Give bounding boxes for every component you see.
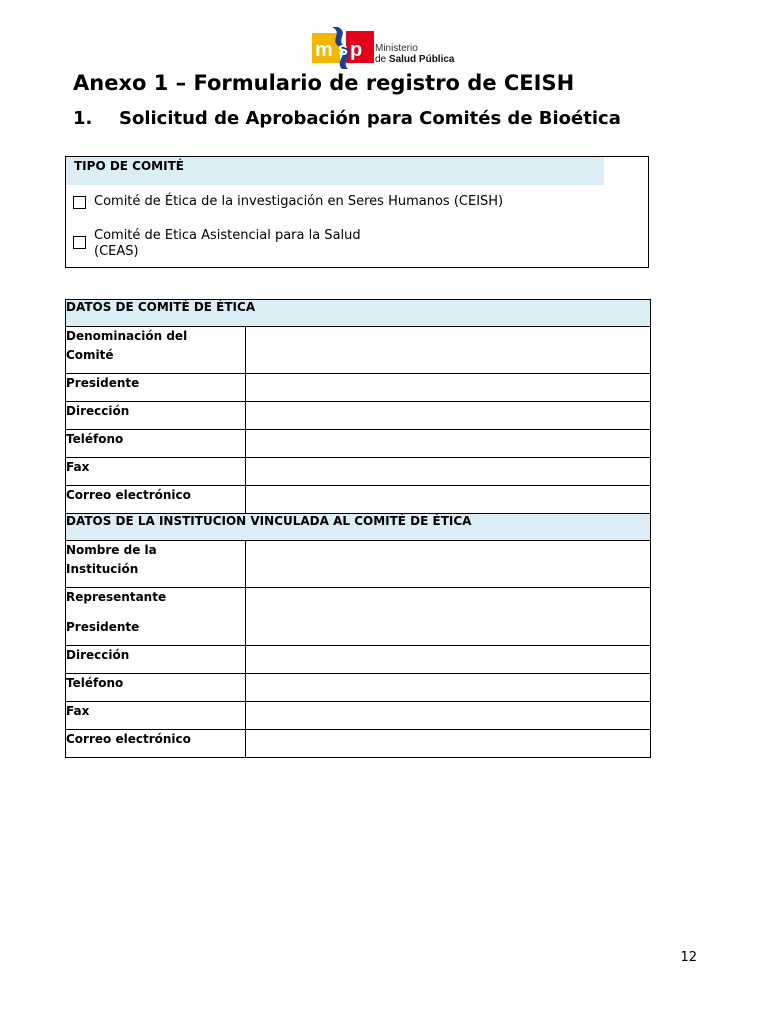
- table-row: [66, 674, 651, 702]
- field-label-direccion: Dirección: [66, 402, 246, 430]
- page-title: Anexo 1 – Formulario de registro de CEISH: [73, 71, 575, 95]
- committee-type-header: [66, 157, 604, 185]
- table-row: [66, 541, 651, 588]
- checkbox-ceish[interactable]: [73, 196, 86, 209]
- committee-data-header: DATOS DE COMITÉ DE ÉTICA: [66, 300, 651, 327]
- field-value-inst-telefono[interactable]: [246, 674, 651, 702]
- field-label-correo: Correo electrónico: [66, 486, 246, 514]
- field-label-presidente: Presidente: [66, 374, 246, 402]
- svg-text:m: m: [315, 39, 333, 61]
- section-title: Solicitud de Aprobación para Comités de Bioética: [119, 108, 621, 129]
- table-row: [66, 458, 651, 486]
- field-label-nombre-institucion: Nombre de la Institución: [66, 541, 246, 588]
- page-number: 12: [680, 950, 697, 965]
- field-label-fax: Fax: [66, 458, 246, 486]
- field-value-direccion[interactable]: [246, 402, 651, 430]
- table-row: [66, 730, 651, 758]
- svg-text:p: p: [350, 39, 363, 61]
- field-value-representante[interactable]: [246, 588, 651, 646]
- field-label-denominacion: Denominación del Comité: [66, 327, 246, 374]
- field-label-telefono: Teléfono: [66, 430, 246, 458]
- field-value-inst-direccion[interactable]: [246, 646, 651, 674]
- committee-data-table: [65, 299, 651, 758]
- field-value-presidente[interactable]: [246, 374, 651, 402]
- option-ceas-label-line1: Comité de Etica Asistencial para la Salud: [94, 228, 361, 243]
- table-row: [66, 402, 651, 430]
- table-row: [66, 327, 651, 374]
- field-value-nombre-institucion[interactable]: [246, 541, 651, 588]
- option-ceish-label: Comité de Ética de la investigación en Seres Humanos (CEISH): [94, 194, 504, 209]
- option-ceas-label-line2: (CEAS): [94, 244, 139, 259]
- field-value-denominacion[interactable]: [246, 327, 651, 374]
- table-row: [66, 374, 651, 402]
- committee-type-header-label: TIPO DE COMITÉ: [74, 159, 184, 173]
- svg-text:s: s: [338, 39, 349, 59]
- msp-logo-mark: [312, 27, 374, 69]
- logo-line1: Ministerio: [375, 43, 418, 54]
- field-value-telefono[interactable]: [246, 430, 651, 458]
- field-value-fax[interactable]: [246, 458, 651, 486]
- section-number: 1.: [73, 108, 93, 129]
- table-row: [66, 702, 651, 730]
- field-label-inst-direccion: Dirección: [66, 646, 246, 674]
- field-label-inst-fax: Fax: [66, 702, 246, 730]
- checkbox-ceas[interactable]: [73, 236, 86, 249]
- table-row: [66, 588, 651, 646]
- field-value-inst-fax[interactable]: [246, 702, 651, 730]
- committee-data-header-row: [66, 300, 651, 327]
- committee-type-box: [65, 156, 649, 268]
- field-label-inst-telefono: Teléfono: [66, 674, 246, 702]
- institution-data-header: DATOS DE LA INSTITUCION VINCULADA AL COMITÉ DE ÉTICA: [66, 514, 651, 541]
- table-row: [66, 646, 651, 674]
- ministry-logo: [312, 27, 462, 69]
- field-value-inst-correo[interactable]: [246, 730, 651, 758]
- field-label-representante: Representante Presidente: [66, 588, 246, 646]
- logo-text: [375, 43, 454, 65]
- logo-line2: de Salud Pública: [375, 54, 455, 65]
- table-row: [66, 486, 651, 514]
- institution-data-header-row: [66, 514, 651, 541]
- field-label-inst-correo: Correo electrónico: [66, 730, 246, 758]
- field-value-correo[interactable]: [246, 486, 651, 514]
- table-row: [66, 430, 651, 458]
